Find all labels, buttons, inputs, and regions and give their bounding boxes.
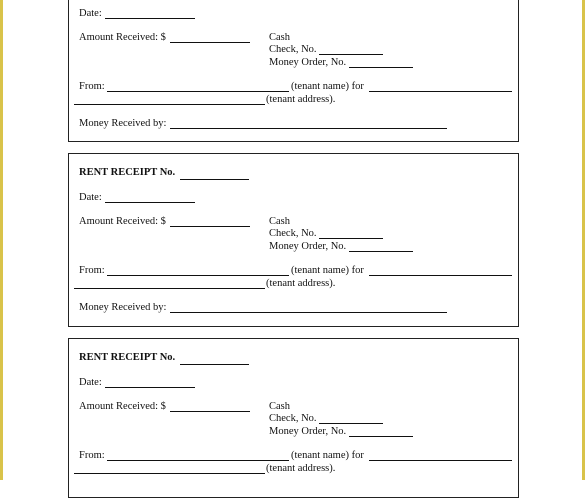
tenant-name-caption: (tenant name) for [291,450,364,461]
amount-field[interactable] [170,42,250,43]
page-border-left [0,0,3,480]
tenant-address-field[interactable] [74,104,265,105]
tenant-name-caption: (tenant name) for [291,81,364,92]
received-by-label: Money Received by: [79,118,167,129]
receipt-title: RENT RECEIPT No. [79,167,176,178]
check-label: Check, No. [269,413,317,424]
from-label: From: [79,265,105,276]
tenant-for-field[interactable] [369,275,512,276]
cash-label: Cash [269,401,290,412]
money-order-label: Money Order, No. [269,241,347,252]
receipt-title: RENT RECEIPT No. [79,352,176,363]
from-label: From: [79,81,105,92]
check-number-field[interactable] [319,423,383,424]
received-by-field[interactable] [170,312,447,313]
money-order-label: Money Order, No. [269,57,347,68]
money-order-number-field[interactable] [349,251,413,252]
date-field[interactable] [105,18,195,19]
check-number-field[interactable] [319,238,383,239]
money-order-label: Money Order, No. [269,426,347,437]
date-label: Date: [79,192,102,203]
tenant-name-field[interactable] [107,91,289,92]
cash-label: Cash [269,216,290,227]
date-label: Date: [79,377,102,388]
tenant-name-field[interactable] [107,275,289,276]
date-label: Date: [79,8,102,19]
tenant-address-caption: (tenant address). [266,94,336,105]
tenant-address-caption: (tenant address). [266,278,336,289]
amount-field[interactable] [170,226,250,227]
tenant-name-caption: (tenant name) for [291,265,364,276]
tenant-address-field[interactable] [74,473,265,474]
from-label: From: [79,450,105,461]
date-field[interactable] [105,202,195,203]
date-field[interactable] [105,387,195,388]
rent-receipt-2 [68,153,519,327]
check-label: Check, No. [269,44,317,55]
tenant-for-field[interactable] [369,460,512,461]
receipt-number-field[interactable] [180,364,249,365]
tenant-for-field[interactable] [369,91,512,92]
check-number-field[interactable] [319,54,383,55]
cash-label: Cash [269,32,290,43]
receipt-number-field[interactable] [180,179,249,180]
amount-field[interactable] [170,411,250,412]
amount-label: Amount Received: $ [79,216,166,227]
rent-receipt-3 [68,338,519,498]
amount-label: Amount Received: $ [79,32,166,43]
rent-receipt-1 [68,0,519,142]
money-order-number-field[interactable] [349,436,413,437]
amount-label: Amount Received: $ [79,401,166,412]
tenant-address-field[interactable] [74,288,265,289]
received-by-label: Money Received by: [79,302,167,313]
tenant-name-field[interactable] [107,460,289,461]
check-label: Check, No. [269,228,317,239]
tenant-address-caption: (tenant address). [266,463,336,474]
money-order-number-field[interactable] [349,67,413,68]
received-by-field[interactable] [170,128,447,129]
